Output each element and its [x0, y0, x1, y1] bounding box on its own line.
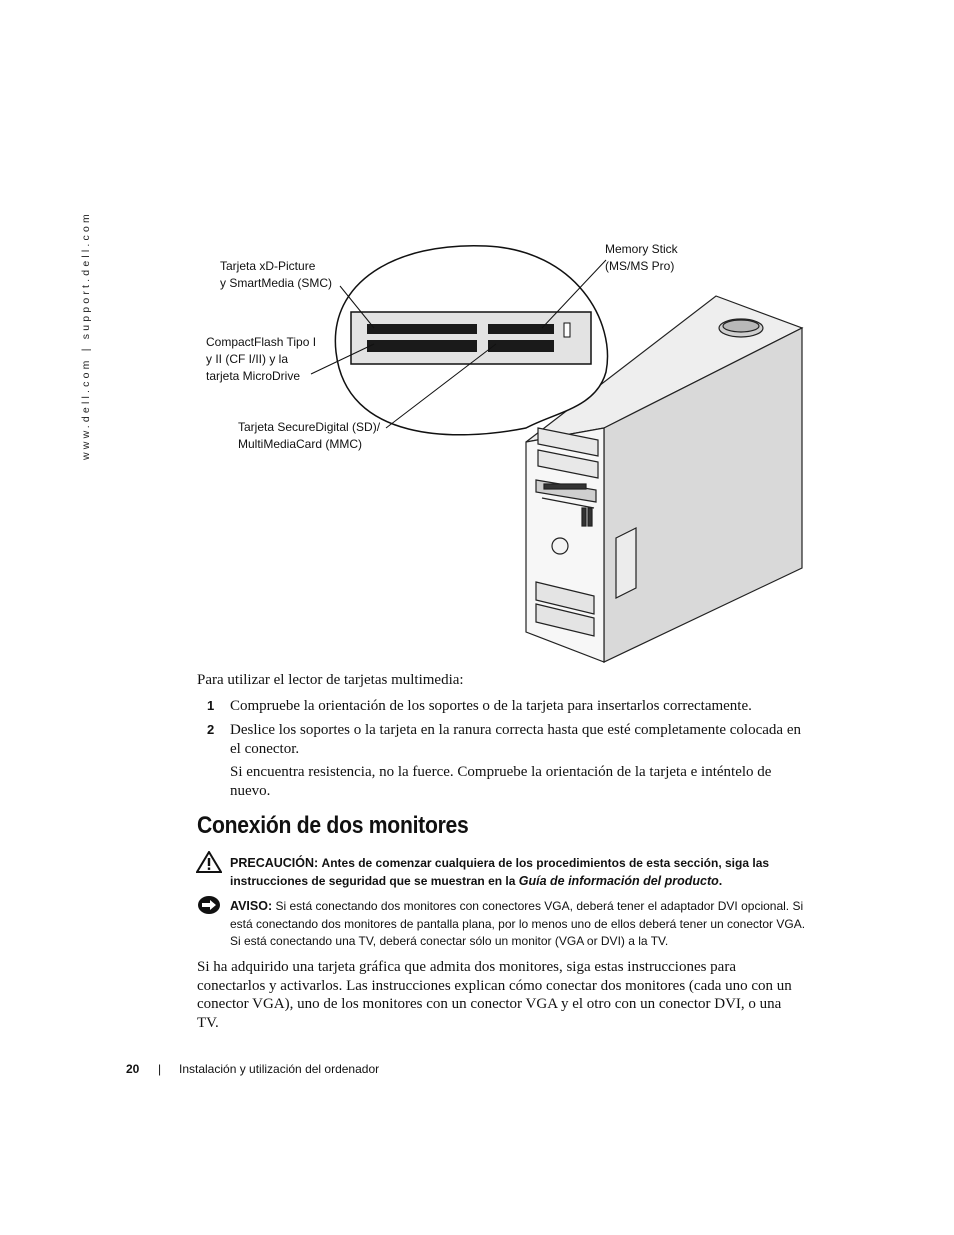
footer-separator: |: [158, 1062, 162, 1076]
step-number: 2: [207, 722, 215, 737]
compactflash-slot: [367, 340, 477, 352]
paragraph: Si ha adquirido una tarjeta gráfica que admita dos monitores, siga estas instrucciones para conectarlos y activarlos. Las instrucciones explican cómo conectar dos monitores (cada uno con un conector VGA), uno de los monitores con un conector VGA y el otro con un conector DVI, o una TV.: [197, 959, 792, 1031]
card-reader-panel: [351, 312, 591, 364]
activity-light: [564, 323, 570, 337]
sd-mmc-slot: [488, 340, 554, 352]
caution-label: PRECAUCIÓN:: [230, 856, 319, 870]
callout-sd-mmc: Tarjeta SecureDigital (SD)/ MultiMediaCard (MMC): [238, 420, 381, 451]
footer-chapter: Instalación y utilización del ordenador: [179, 1062, 380, 1076]
notice-text: Si está conectando dos monitores con conectores VGA, deberá tener el adaptador DVI opcional. Si está conectando dos monitores de pantalla plana, por lo menos uno de ellos deberá tener un conector VGA. Si está conectando una TV, deberá conectar sólo un monitor (VGA or DVI) a la TV.: [230, 899, 806, 948]
step-text: Compruebe la orientación de los soportes o de la tarjeta para insertarlos correctamente.: [230, 698, 752, 714]
step-text: Deslice los soportes o la tarjeta en la ranura correcta hasta que esté completamente colocada en el conector.: [230, 722, 801, 757]
notice-label: AVISO:: [230, 899, 273, 913]
step-followup: Si encuentra resistencia, no la fuerce. Compruebe la orientación de la tarjeta e inténtelo de nuevo.: [230, 764, 772, 799]
caution-guide-title: Guía de información del producto: [518, 873, 719, 888]
xd-smc-slot: [367, 324, 477, 334]
callout-xd-smc: Tarjeta xD-Picture y SmartMedia (SMC): [220, 259, 333, 290]
caution-icon: [196, 851, 222, 873]
callout-memory-stick: Memory Stick (MS/MS Pro): [605, 242, 678, 273]
caution-end: .: [718, 873, 723, 888]
page-number: 20: [126, 1062, 140, 1076]
notice-icon: [197, 895, 221, 915]
intro-text: Para utilizar el lector de tarjetas multimedia:: [197, 672, 464, 688]
callout-compactflash: CompactFlash Tipo I y II (CF I/II) y la tarjeta MicroDrive: [206, 335, 317, 383]
step-number: 1: [207, 698, 215, 713]
side-url: www.dell.com | support.dell.com: [80, 211, 92, 460]
section-title: Conexión de dos monitores: [197, 812, 469, 839]
caution-note: [230, 855, 810, 890]
caution-text: Antes de comenzar cualquiera de los procedimientos de esta sección, siga las instrucciones de seguridad que se muestran en la: [230, 856, 770, 888]
notice-note: [230, 898, 810, 951]
